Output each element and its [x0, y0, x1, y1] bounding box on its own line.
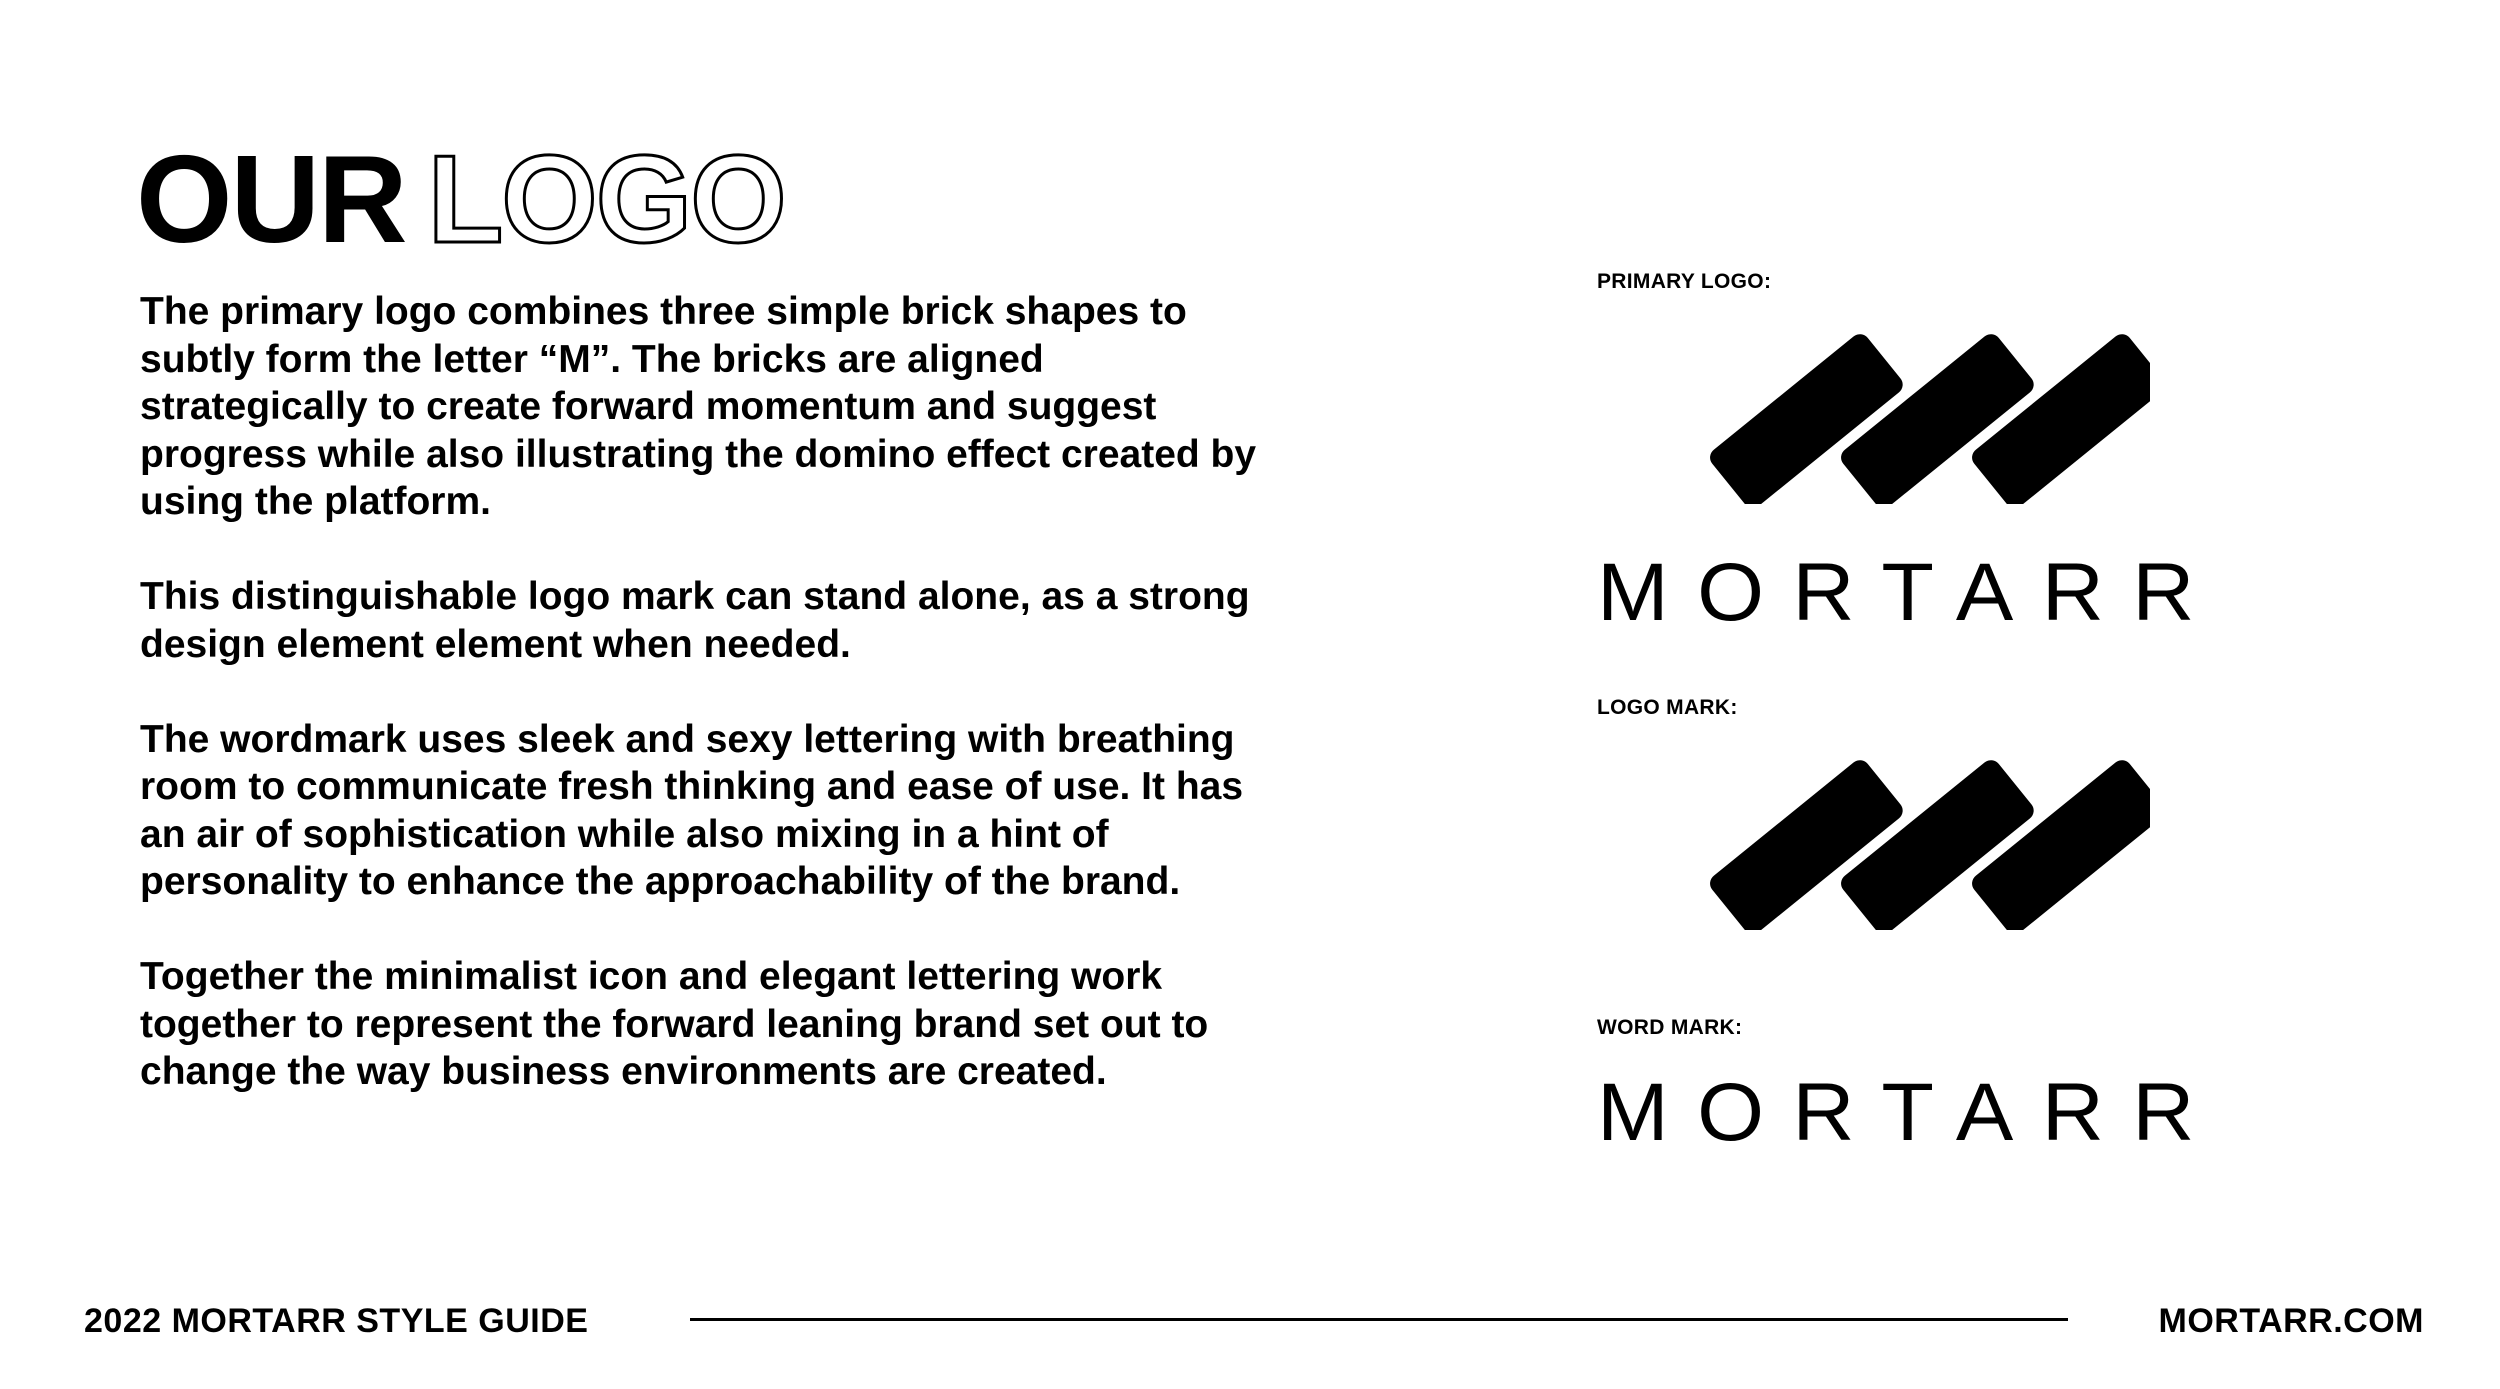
paragraph-primary-logo: [140, 288, 1390, 526]
text-line: change the way business environments are created.: [140, 1050, 1107, 1093]
paragraph-logo-mark: [140, 573, 1390, 668]
text-line: progress while also illustrating the domino effect created by: [140, 432, 1257, 476]
text-line: design element element when needed.: [140, 622, 851, 666]
three-bricks-m-icon: [1690, 750, 2150, 930]
text-line: This distinguishable logo mark can stand alone, as a strong: [140, 575, 1250, 618]
primary-wordmark: MORTARR: [1597, 547, 2223, 638]
text-line: together to represent the forward leaning brand set out to: [140, 1002, 1209, 1046]
paragraph-together: [140, 953, 1390, 1096]
page-title-outline: LOGO: [427, 131, 785, 269]
body-copy: [140, 288, 1390, 1143]
logo-mark-label: LOGO MARK:: [1597, 696, 1738, 719]
standalone-wordmark: MORTARR: [1597, 1067, 2223, 1158]
text-line: The primary logo combines three simple brick shapes to: [140, 290, 1187, 333]
text-line: strategically to create forward momentum and suggest: [140, 385, 1157, 428]
text-line: room to communicate fresh thinking and ease of use. It has: [140, 765, 1244, 808]
page-title: [136, 131, 785, 269]
text-line: using the platform.: [140, 480, 491, 523]
word-mark-label: WORD MARK:: [1597, 1016, 1743, 1039]
text-line: subtly form the letter “M”. The bricks are aligned: [140, 337, 1044, 381]
primary-logo-label: PRIMARY LOGO:: [1597, 270, 1772, 293]
paragraph-wordmark: [140, 716, 1390, 906]
three-bricks-m-icon: [1690, 324, 2150, 504]
footer-website: MORTARR.COM: [2158, 1302, 2424, 1340]
text-line: The wordmark uses sleek and sexy lettering with breathing: [140, 717, 1235, 761]
text-line: personality to enhance the approachability of the brand.: [140, 860, 1181, 903]
text-line: an air of sophistication while also mixing in a hint of: [140, 812, 1109, 856]
text-line: Together the minimalist icon and elegant lettering work: [140, 955, 1163, 998]
footer-style-guide-title: 2022 MORTARR STYLE GUIDE: [84, 1302, 589, 1340]
page-title-solid: OUR: [136, 131, 406, 269]
footer-divider: [690, 1318, 2068, 1321]
